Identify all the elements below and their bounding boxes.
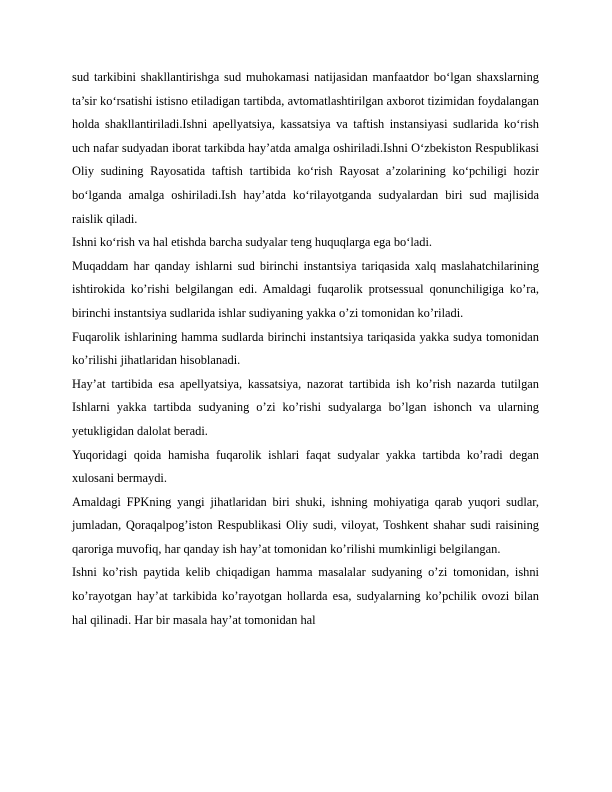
paragraph-sud-tarkibi: sud tarkibini shakllantirishga sud muhokamasi natijasidan manfaatdor bo‘lgan shaxslarning ta’sir ko‘rsatishi istisno etiladigan tartibda, avtomatlashtirilgan axborot tizimidan foydalangan holda shakllantiriladi.Ishni apellyatsiya, kassatsiya va taftish instansiyasi sudlarida ko‘rish uch nafar sudyadan iborat tarkibda hay’atda amalga oshiriladi.Ishni O‘zbekiston Respublikasi Oliy sudining Rayosatida taftish tartibida ko‘rish Rayosat a’zolarining ko‘pchiligi hozir bo‘lganda amalga oshiriladi.Ish hay’atda ko‘rilayotganda sudyalardan biri sud majlisida raislik qiladi. (72, 70, 539, 226)
paragraph-yuqoridagi-qoida: Yuqoridagi qoida hamisha fuqarolik ishlari faqat sudyalar yakka tartibda ko’radi degan xulosani bermaydi. (72, 447, 539, 486)
paragraph-amaldagi-fpk: Amaldagi FPKning yangi jihatlaridan biri shuki, ishning mohiyatiga qarab yuqori sudlar, jumladan, Qoraqalpog’iston Respublikasi Oliy sudi, viloyat, Toshkent shahar sudi raisining qaroriga muvofiq, har qanday ish hay’at tomonidan ko’rilishi mumkinligi belgilangan. (72, 494, 539, 556)
paragraph-ishni-korish: Ishni ko’rish paytida kelib chiqadigan hamma masalalar sudyaning o’zi tomonidan, ishni ko’rayotgan hay’at tarkibida ko’rayotgan hollarda esa, sudyalarning ko’pchilik ovozi bilan hal qilinadi. Har bir masala hay’at tomonidan hal (72, 565, 539, 627)
document-body (72, 66, 539, 632)
paragraph-fuqarolik-ishlari: Fuqarolik ishlarining hamma sudlarda birinchi instantsiya tariqasida yakka sudya tomonidan ko’rilishi jihatlaridan hisoblanadi. (72, 329, 539, 368)
paragraph-teng-huquq: Ishni ko‘rish va hal etishda barcha sudyalar teng huquqlarga ega bo‘ladi. (72, 235, 433, 250)
paragraph-muqaddam: Muqaddam har qanday ishlarni sud birinchi instantsiya tariqasida xalq maslahatchilarining ishtirokida ko’rishi belgilangan edi. Amaldagi fuqarolik protsessual qonunchiligiga ko’ra, birinchi instantsiya sudlarida ishlar sudiyaning yakka o’zi tomonidan ko’riladi. (72, 258, 539, 320)
paragraph-hayat-tartibi: Hay’at tartibida esa apellyatsiya, kassatsiya, nazorat tartibida ish ko’rish nazarda tutilgan Ishlarni yakka tartibda sudyaning o’zi ko’rishi sudyalarga bo’lgan ishonch va ularning yetukligidan dalolat beradi. (72, 376, 539, 438)
